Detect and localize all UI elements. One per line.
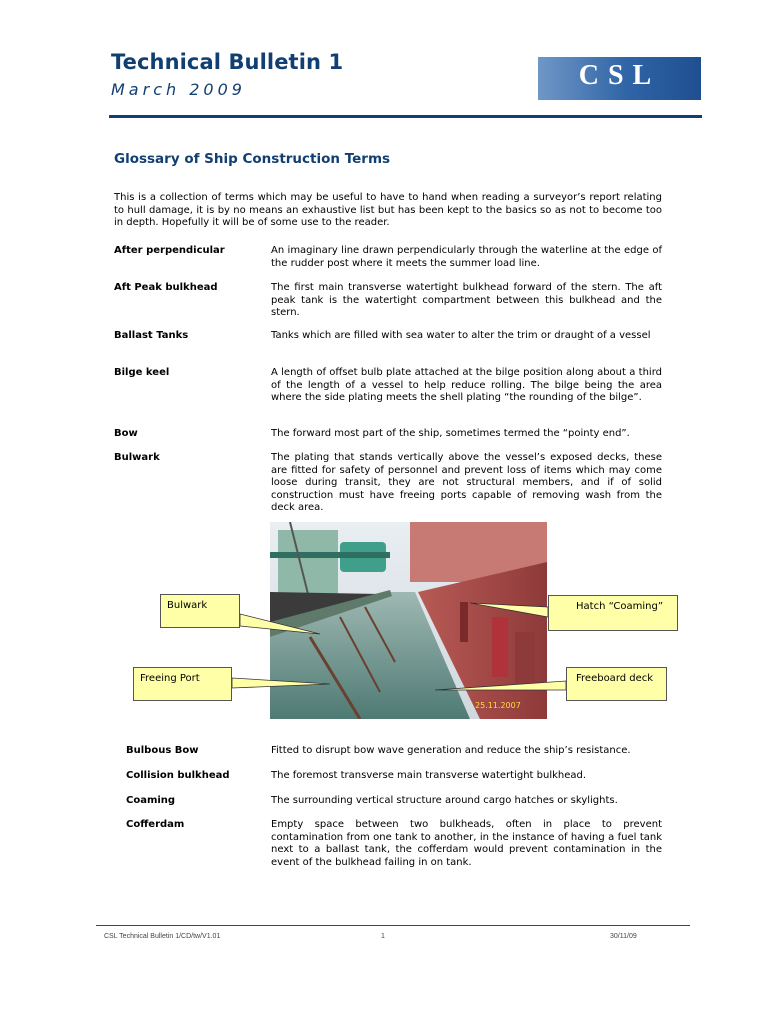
document-date: March 2009: [111, 80, 246, 99]
glossary-term: Bilge keel: [114, 367, 170, 378]
glossary-definition: The surrounding vertical structure around cargo hatches or skylights.: [271, 795, 618, 806]
glossary-definition: Empty space between two bulkheads, often in place to prevent contamination from one tank to another, in the instance of having a fuel tank next to a ballast tank, the cofferdam would prevent contamination in the event of the bulkhead failing in on tank.: [271, 819, 662, 868]
glossary-definition: Tanks which are filled with sea water to alter the trim or draught of a vessel: [271, 330, 651, 341]
callout-hatch-coaming: Hatch “Coaming”: [548, 595, 678, 631]
logo-text: CSL: [578, 60, 661, 91]
csl-logo: [538, 57, 701, 100]
glossary-definition: The first main transverse watertight bulkhead forward of the stern. The aft peak tank is the watertight compartment between this bulkhead and the stern.: [271, 282, 662, 318]
footer-rule: [96, 925, 690, 926]
glossary-term: Ballast Tanks: [114, 330, 189, 341]
callout-bulwark: Bulwark: [160, 594, 240, 628]
glossary-term: Bow: [114, 428, 138, 439]
footer-date: 30/11/09: [610, 933, 637, 940]
glossary-definition: A length of offset bulb plate attached at the bilge position along about a third of the length of a vessel to help reduce rolling. The bilge being the area where the side plating meets the shell plating “the rounding of the bilge”.: [271, 367, 662, 403]
photo-date-stamp: 25.11.2007: [475, 701, 521, 710]
document-title: Technical Bulletin 1: [111, 50, 344, 74]
callout-freeboard-deck: Freeboard deck: [566, 667, 667, 701]
callout-freeing-port: Freeing Port: [133, 667, 232, 701]
glossary-definition: The forward most part of the ship, sometimes termed the “pointy end”.: [271, 428, 630, 439]
glossary-definition: The plating that stands vertically above the vessel’s exposed decks, these are fitted for safety of personnel and prevent loss of items which may come loose during transit, they are not structural members, and if of solid construction must have freeing ports capable of removing wash from the deck area.: [271, 452, 662, 513]
glossary-term: Bulbous Bow: [126, 745, 199, 756]
glossary-term: Collision bulkhead: [126, 770, 230, 781]
glossary-term: Coaming: [126, 795, 176, 806]
glossary-term: After perpendicular: [114, 245, 225, 256]
footer-reference: CSL Technical Bulletin 1/CD/tw/V1.01: [104, 933, 221, 940]
intro-paragraph: This is a collection of terms which may be useful to have to hand when reading a surveyor’s report relating to hull damage, it is by no means an exhaustive list but has been kept to the basics so as not to become too in depth. Hopefully it will be of some use to the reader.: [114, 192, 662, 228]
section-heading: Glossary of Ship Construction Terms: [114, 151, 391, 167]
glossary-term: Aft Peak bulkhead: [114, 282, 218, 293]
glossary-term: Bulwark: [114, 452, 160, 463]
glossary-term: Cofferdam: [126, 819, 185, 830]
glossary-definition: Fitted to disrupt bow wave generation and reduce the ship’s resistance.: [271, 745, 631, 756]
glossary-definition: The foremost transverse main transverse watertight bulkhead.: [271, 770, 587, 781]
page-number: 1: [381, 933, 385, 940]
ship-deck-photo: [270, 522, 547, 719]
glossary-definition: An imaginary line drawn perpendicularly through the waterline at the edge of the rudder post where it meets the summer load line.: [271, 245, 662, 269]
header-rule: [109, 115, 702, 118]
